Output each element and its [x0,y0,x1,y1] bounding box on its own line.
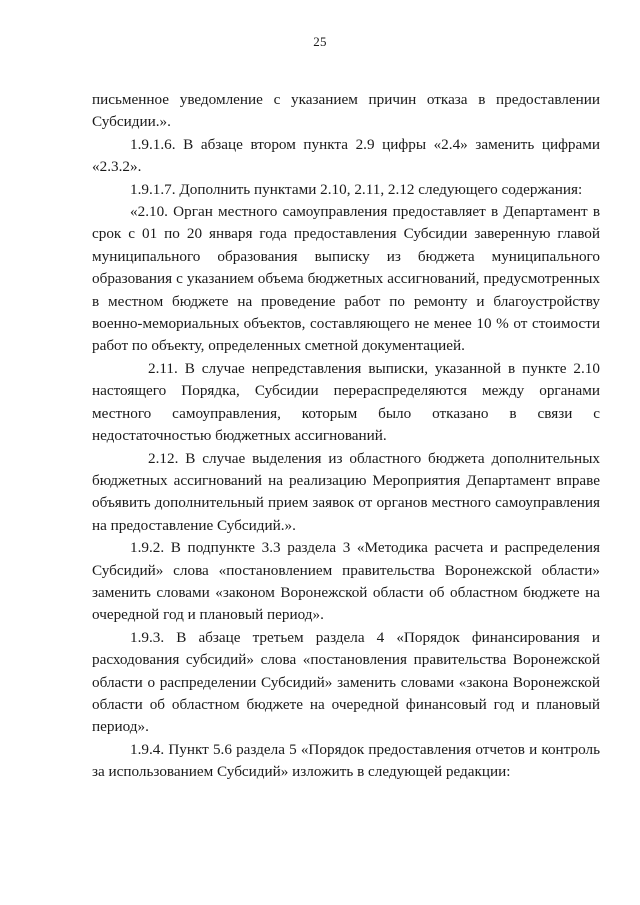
paragraph-1-9-2: 1.9.2. В подпункте 3.3 раздела 3 «Методика расчета и распределения Субсидий» слова «постановлением правительства Воронежской области» заменить словами «законом Воронежской области об областном бюджете на очередной год и плановый период». [92,539,600,624]
paragraph-1-9-4: 1.9.4. Пункт 5.6 раздела 5 «Порядок предоставления отчетов и контроль за использованием Субсидий» изложить в следующей редакции: [92,740,600,781]
document-body [92,89,600,784]
paragraph-2-11: 2.11. В случае непредставления выписки, указанной в пункте 2.10 настоящего Порядка, Субсидии перераспределяются между органами местного самоуправления, которым было отказано в связи с недостаточностью бюджетных ассигнований. [92,359,600,445]
paragraph-1-9-1-7: 1.9.1.7. Дополнить пунктами 2.10, 2.11, 2.12 следующего содержания: [130,180,583,198]
paragraph-continuation: письменное уведомление с указанием причин отказа в предоставлении Субсидии.». [92,91,600,131]
paragraph-1-9-1-6: 1.9.1.6. В абзаце втором пункта 2.9 цифры «2.4» заменить цифрами «2.3.2». [92,135,600,176]
paragraph-2-10: «2.10. Орган местного самоуправления предоставляет в Департамент в срок с 01 по 20 января года предоставления Субсидии заверенную главой муниципального образования выписку из бюджета муниципального образования с указанием объема бюджетных ассигнований, предусмотренных в местном бюджете на проведение работ по ремонту и благоустройству военно-мемориальных объектов, составляющего не менее 10 % от стоимости работ по объекту, определенных сметной документацией. [92,203,600,355]
page-number: 25 [313,34,327,49]
paragraph-1-9-3: 1.9.3. В абзаце третьем раздела 4 «Порядок финансирования и расходования субсидий» слова «постановления правительства Воронежской области о распределении Субсидий» заменить словами «закона Воронежской области об областном бюджете на очередной финансовый год и плановый период». [92,628,600,736]
paragraph-2-12: 2.12. В случае выделения из областного бюджета дополнительных бюджетных ассигнований на реализацию Мероприятия Департамент вправе объявить дополнительный прием заявок от органов местного самоуправления на предоставление Субсидий.». [92,449,600,534]
